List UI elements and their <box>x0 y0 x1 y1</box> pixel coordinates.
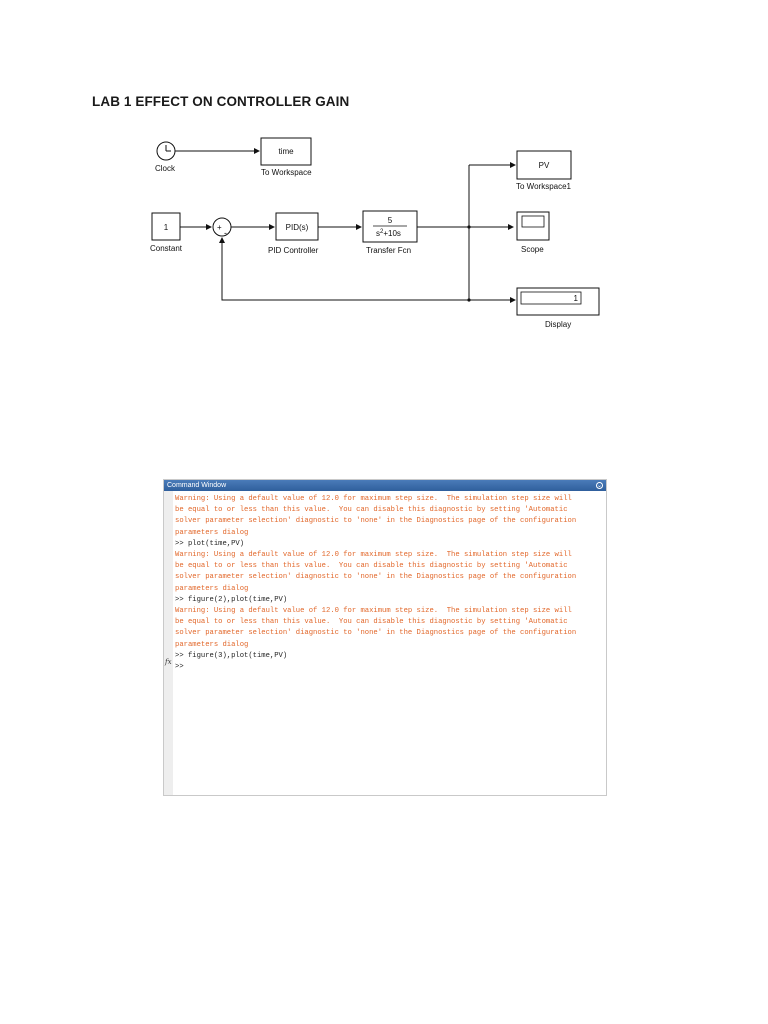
feedback-line <box>222 238 469 300</box>
fx-icon[interactable]: fx <box>165 658 172 666</box>
transfer-fcn-denominator-s: s <box>376 229 380 238</box>
constant-label: Constant <box>150 244 183 253</box>
command-line: >> plot(time,PV) <box>175 539 245 548</box>
transfer-fcn-label: Transfer Fcn <box>366 246 412 255</box>
pid-controller-label: PID Controller <box>268 246 319 255</box>
to-workspace-block[interactable] <box>261 138 311 165</box>
warning-line: parameters dialog <box>175 640 249 649</box>
to-workspace1-label: To Workspace1 <box>516 182 571 191</box>
transfer-fcn-block[interactable] <box>363 211 417 242</box>
to-workspace1-value: PV <box>538 161 550 170</box>
constant-block[interactable] <box>152 213 180 240</box>
simulink-diagram <box>0 0 768 340</box>
warning-line: be equal to or less than this value. You can disable this diagnostic by setting 'Automatic <box>175 618 568 627</box>
clock-block[interactable] <box>157 142 175 160</box>
warning-line: parameters dialog <box>175 584 249 593</box>
to-workspace-value: time <box>278 147 294 156</box>
warning-line: solver parameter selection' diagnostic to 'none' in the Diagnostics page of the configuration <box>175 573 577 582</box>
command-window-output[interactable] <box>175 494 602 673</box>
warning-line: Warning: Using a default value of 12.0 for maximum step size. The simulation step size will <box>175 495 572 503</box>
pid-controller-block[interactable] <box>276 213 318 240</box>
pid-value: PID(s) <box>285 223 309 232</box>
page-title: LAB 1 EFFECT ON CONTROLLER GAIN <box>92 94 350 109</box>
sum-block[interactable] <box>213 218 231 238</box>
to-workspace1-block[interactable] <box>517 151 571 179</box>
scope-screen <box>522 216 544 227</box>
constant-value: 1 <box>163 223 169 232</box>
warning-line: solver parameter selection' diagnostic to 'none' in the Diagnostics page of the configuration <box>175 629 577 638</box>
scope-block[interactable] <box>517 212 549 240</box>
display-value: 1 <box>573 294 578 303</box>
sum-plus-sign: + <box>217 223 222 232</box>
warning-line: be equal to or less than this value. You can disable this diagnostic by setting 'Automatic <box>175 562 568 571</box>
transfer-fcn-numerator: 5 <box>387 216 393 225</box>
transfer-fcn-denominator-rest: +10s <box>383 229 401 238</box>
scope-label: Scope <box>521 245 544 254</box>
command-window-gutter <box>164 491 173 795</box>
command-window[interactable] <box>163 479 607 796</box>
sum-minus-sign: - <box>224 228 227 238</box>
command-line: >> figure(2),plot(time,PV) <box>175 595 288 604</box>
to-workspace-label: To Workspace <box>261 168 312 177</box>
display-block[interactable] <box>517 288 599 315</box>
display-readout <box>521 292 581 304</box>
warning-line: Warning: Using a default value of 12.0 for maximum step size. The simulation step size will <box>175 551 572 560</box>
branch-point-top <box>467 225 470 228</box>
transfer-fcn-denominator-exp: 2 <box>380 229 384 235</box>
command-window-titlebar[interactable] <box>164 480 606 491</box>
command-window-options-icon[interactable]: ⌄ <box>597 482 603 489</box>
display-label: Display <box>545 320 572 329</box>
svg-text:s2+10s <box>376 229 401 238</box>
command-window-title: Command Window <box>167 482 227 489</box>
command-line: >> figure(3),plot(time,PV) <box>175 651 288 660</box>
clock-label: Clock <box>155 164 176 173</box>
command-line: >> <box>175 663 184 672</box>
warning-line: solver parameter selection' diagnostic to 'none' in the Diagnostics page of the configuration <box>175 517 577 526</box>
warning-line: be equal to or less than this value. You can disable this diagnostic by setting 'Automatic <box>175 506 568 515</box>
warning-line: Warning: Using a default value of 12.0 for maximum step size. The simulation step size will <box>175 607 572 616</box>
warning-line: parameters dialog <box>175 528 249 537</box>
